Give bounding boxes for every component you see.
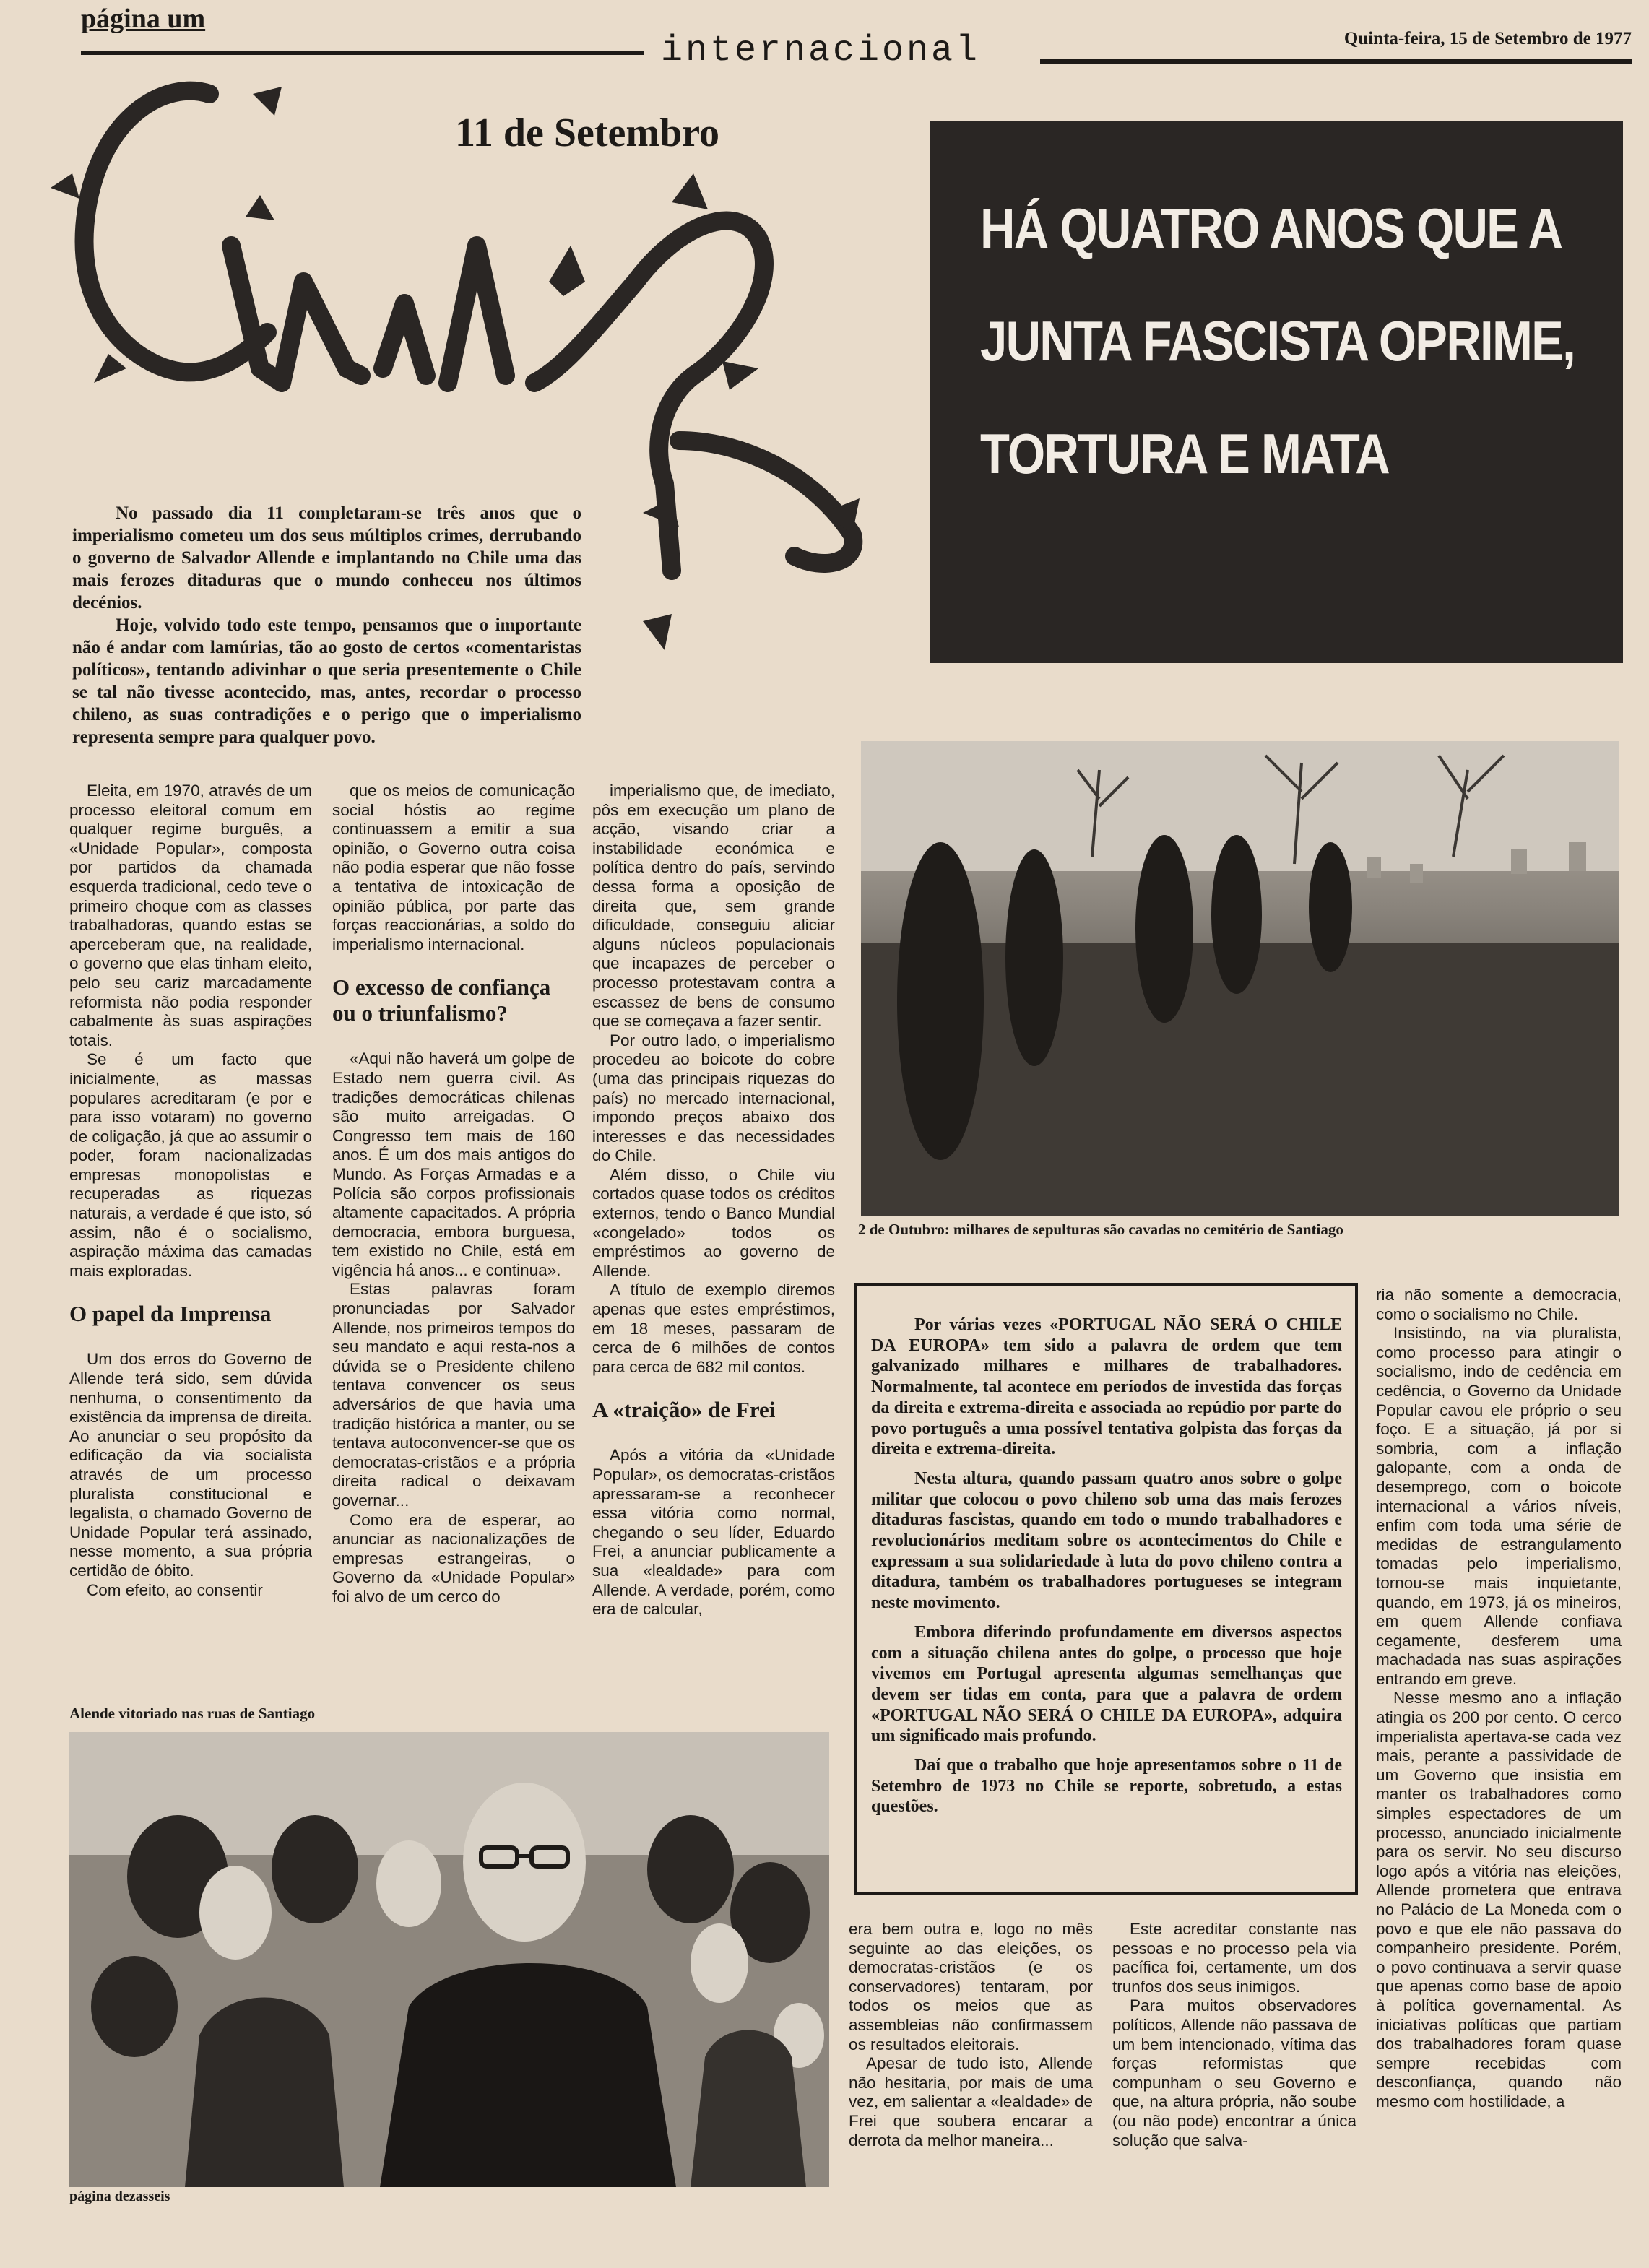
paragraph: Um dos erros do Governo de Allende terá sido, sem dúvida nenhuma, o consentimento da existência da imprensa de direita. Ao anunciar o seu propósito da edificação da via socialista através de um processo pluralista constitucional e legalista, o chamado Governo de Unidade Popular terá assinado, nesse momento, a sua própria certidão de óbito.	[69, 1350, 312, 1580]
article-column-bottom-2	[1112, 1920, 1356, 2150]
article-column-right	[1376, 1286, 1622, 2112]
paragraph: que os meios de comunicação social hóstis ao regime continuassem a emitir a sua opinião, o Governo outra coisa não podia esperar que não fosse a tentativa de intoxicação de opinião pública, por parte das forças reaccionárias, a soldo do imperialismo internacional.	[332, 782, 575, 953]
allende-photo-caption: Alende vitoriado nas ruas de Santiago	[69, 1705, 316, 1722]
note-paragraph: Daí que o trabalho que hoje apresentamos sobre o 11 de Setembro de 1973 no Chile se reporte, sobretudo, a estas questões.	[871, 1756, 1342, 1817]
page-number-footer: página dezasseis	[69, 2189, 170, 2204]
paragraph: Apesar de tudo isto, Allende não hesitaria, por mais de uma vez, em salientar a «lealdade» de Frei que soubera encarar a derrota da melhor maneira...	[849, 2054, 1093, 2150]
cemetery-photo	[861, 741, 1619, 1216]
note-paragraph: Nesta altura, quando passam quatro anos sobre o golpe militar que colocou o povo chileno sob uma das mais ferozes ditaduras fascistas, quando em todo o mundo trabalhadores e revolucionários meditam sobre os acontecimentos do Chile e expressam a sua solidariedade à luta do povo chileno contra a ditadura, também os trabalhadores portugueses se integram neste movimento.	[871, 1468, 1342, 1613]
editorial-note-box	[854, 1283, 1358, 1895]
headline-box	[930, 121, 1623, 663]
paragraph: Por outro lado, o imperialismo procedeu ao boicote do cobre (uma das principais riquezas do país) no mercado internacional, impondo preços abaixo dos interesses e das necessidades do Chile.	[592, 1031, 835, 1165]
main-headline: HÁ QUATRO ANOS QUE A JUNTA FASCISTA OPRIME, TORTURA E MATA	[980, 196, 1575, 485]
issue-date: Quinta-feira, 15 de Setembro de 1977	[1343, 29, 1632, 48]
lead-paragraph: No passado dia 11 completaram-se três anos que o imperialismo cometeu um dos seus múltiplos crimes, derrubando o governo de Salvador Allende e implantando no Chile uma das mais ferozes ditaduras que o mundo conheceu nos últimos decénios.	[72, 503, 581, 613]
paragraph: «Aqui não haverá um golpe de Estado nem guerra civil. As tradições democráticas chilenas são muito arreigadas. O Congresso tem mais de 160 anos. É um dos mais antigos do Mundo. As Forças Armadas e a Polícia são corpos profissionais altamente capacitados. A própria democracia, embora burguesa, tem existido no Chile, está em vigência há anos... e continua».	[332, 1049, 575, 1279]
paragraph: Após a vitória da «Unidade Popular», os democratas-cristãos apressaram-se a reconhecer essa vitória como normal, chegando o seu líder, Eduardo Frei, a anunciar publicamente a sua «lealdade» para com Allende. A verdade, porém, como era de calcular,	[592, 1446, 835, 1619]
section-title: internacional	[661, 30, 981, 72]
paragraph: Com efeito, ao consentir	[87, 1580, 263, 1599]
subheading: O papel da Imprensa	[69, 1301, 272, 1327]
paragraph: Estas palavras foram pronunciadas por Salvador Allende, nos primeiros tempos do seu mandato e aqui resta-nos a dúvida se o Presidente chileno tentava convencer os seus adversários de que havia uma tradição histórica a manter, ou se tentava autoconvencer-se que os democratas-cristãos e a própria direita radical o deixavam governar...	[332, 1280, 575, 1510]
cemetery-photo-caption: 2 de Outubro: milhares de sepulturas são cavadas no cemitério de Santiago	[858, 1221, 1343, 1238]
masthead-paper-name: página um	[81, 4, 206, 34]
paragraph: Eleita, em 1970, através de um processo eleitoral comum em qualquer regime burguês, a «Unidade Popular», composta por partidos da chamada esquerda tradicional, cedo teve o primeiro choque com as classes trabalhadoras, quando estas se aperceberam que, na realidade, o governo que elas tinham eleito, pelo seu cariz marcadamente reformista não podia responder cabalmente às suas aspirações totais.	[69, 782, 312, 1049]
subheading: O excesso de confiança ou o triunfalismo?	[332, 974, 551, 1026]
paragraph: Insistindo, na via pluralista, como processo para atingir o socialismo, indo de cedência em cedência, o Governo da Unidade Popular cavou ele próprio o seu foço. E a situação, já por si sombria, com a inflação galopante, com a onda de desemprego, com o boicote internacional a vários níveis, enfim com toda uma série de medidas de estrangulamento tomadas pelo imperialismo, tornou-se mais inquietante, quando, em 1973, já os mineiros, em quem Allende confiava cegamente, desferem uma machadada nas suas aspirações entrando em greve.	[1376, 1324, 1622, 1688]
note-paragraph: Por várias vezes «PORTUGAL NÃO SERÁ O CHILE DA EUROPA» tem sido a palavra de ordem que tem galvanizado milhares e milhares de trabalhadores. Normalmente, tal acontece em períodos de investida das forças da direita e extrema-direita e associada ao repúdio por parte do povo português a uma possível tentativa golpista das forças da direita e extrema-direita.	[871, 1315, 1342, 1459]
masthead-rule-right	[1040, 59, 1632, 64]
paragraph: Como era de esperar, ao anunciar as nacionalizações de empresas estrangeiras, o Governo da «Unidade Popular» foi alvo de um cerco do	[332, 1510, 575, 1606]
lead-paragraphs	[72, 502, 581, 748]
note-paragraph: Embora diferindo profundamente em diversos aspectos com a situação chilena antes do golpe, o processo que hoje vivemos em Portugal apresenta algumas semelhanças que devem ser tidas em conta, para que a palavra de ordem «PORTUGAL NÃO SERÁ O CHILE DA EUROPA», adquira um significado mais profundo.	[871, 1622, 1342, 1746]
paragraph: era bem outra e, logo no mês seguinte ao das eleições, os democratas-cristãos (e os conservadores) tentaram, por todos os meios que as assembleias não confirmassem os resultados eleitorais.	[849, 1920, 1093, 2053]
paragraph: Este acreditar constante nas pessoas e no processo pela via pacífica foi, certamente, um dos trunfos dos seus inimigos.	[1112, 1920, 1356, 1996]
masthead-rule-left	[81, 51, 644, 55]
paragraph: Nesse mesmo ano a inflação atingia os 200 por cento. O cerco imperialista apertava-se cada vez mais, perante a passividade de um Governo que insistia em manter os trabalhadores como simples espectadores de um processo, anunciado inicialmente para os servir. No seu discurso logo após a vitória nas eleições, Allende prometera que entrava no Palácio de La Moneda com o povo e que ele não passava do companheiro presidente. Porém, o povo continuava a servir quase que apenas como base de apoio à política governamental. As iniciativas políticas que partiam dos trabalhadores foram quase sempre recebidas com desconfiança, quando não mesmo com hostilidade, a	[1376, 1689, 1622, 2111]
kicker-date-heading: 11 de Setembro	[455, 111, 720, 155]
paragraph: Para muitos observadores políticos, Allende não passava de um bem intencionado, vítima das forças reformistas que compunham o seu Governo e que, na altura própria, não soube (ou não pode) encontrar a única solução que salva-	[1112, 1996, 1356, 2150]
article-column-2	[332, 782, 575, 1607]
paragraph: Se é um facto que inicialmente, as massas populares acreditaram (e por e para isso votaram) no governo de coligação, já que ao assumir o poder, foram nacionalizadas empresas monopolistas e recuperadas as riquezas naturais, a verdade é que isto, só assim, não é o socialismo, aspiração máxima das camadas mais exploradas.	[69, 1050, 312, 1280]
allende-photo	[69, 1732, 829, 2187]
paragraph: imperialismo que, de imediato, pôs em execução um plano de acção, visando criar a instabilidade económica e política dentro do país, servindo dessa forma a oposição de direita que, sem grande dificuldade, conseguiu aliciar alguns núcleos populacionais que incapazes de perceber o processo protestavam contra a escassez de bens de consumo que se começava a fazer sentir.	[592, 782, 835, 1031]
paragraph: A título de exemplo diremos apenas que estes empréstimos, em 18 meses, passaram de cerca de 6 milhões de contos para cerca de 682 mil contos.	[592, 1281, 835, 1376]
paragraph: ria não somente a democracia, como o socialismo no Chile.	[1376, 1286, 1622, 1323]
article-column-bottom-1	[849, 1920, 1093, 2150]
article-column-3	[592, 782, 835, 1619]
lead-paragraph: Hoje, volvido todo este tempo, pensamos que o importante não é andar com lamúrias, tão ao gosto de certos «comentaristas políticos», tentando adivinhar o que seria presentemente o Chile se tal não tivesse acontecido, mas, antes, recordar o processo chileno, as suas contradições e o perigo que o imperialismo representa sempre para qualquer povo.	[72, 615, 581, 747]
subheading: A «traição» de Frei	[592, 1397, 776, 1423]
paragraph: Além disso, o Chile viu cortados quase todos os créditos externos, tendo o Banco Mundial «congelado» todos os empréstimos ao governo de Allende.	[592, 1165, 835, 1280]
article-column-1	[69, 782, 312, 1600]
